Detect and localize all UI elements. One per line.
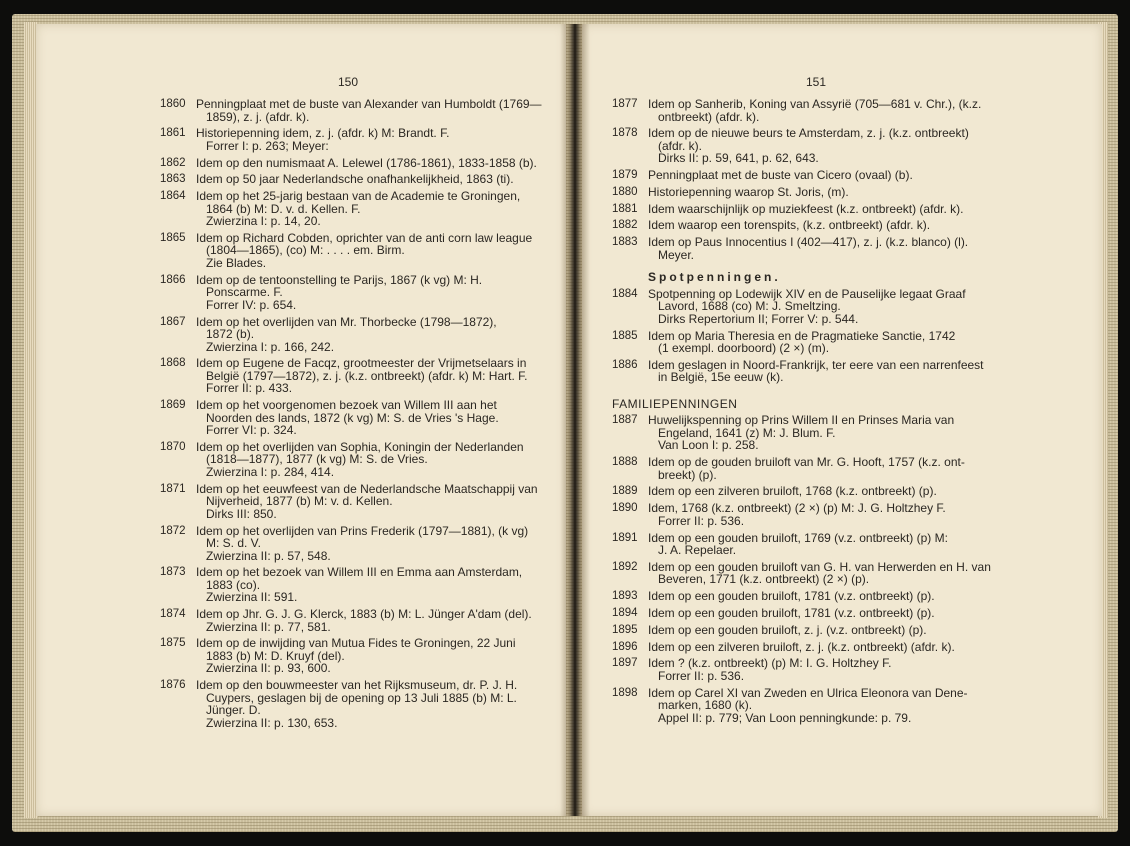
- entry-line: Engeland, 1641 (z) M: J. Blum. F.: [658, 425, 836, 440]
- entry-line: 1883 (b) M: D. Kruyf (del).: [206, 648, 345, 663]
- entry-number: 1869: [160, 399, 186, 412]
- entry-line: Forrer II: p. 536.: [658, 513, 745, 528]
- catalog-entry: [612, 687, 1016, 725]
- catalog-entry: [612, 330, 1016, 355]
- entry-line: Idem op het 25-jarig bestaan van de Academie te Groningen,: [196, 189, 521, 204]
- entry-number: 1898: [612, 686, 638, 699]
- catalog-entry: [160, 608, 540, 633]
- right-entries-group-b: [612, 288, 1016, 384]
- entry-line: Idem op een gouden bruiloft, 1781 (v.z. ontbreekt) (p).: [648, 605, 935, 620]
- entry-line: Idem op Sanherib, Koning van Assyrië (705—681 v. Chr.), (k.z.: [648, 97, 982, 111]
- catalog-entry: [160, 157, 540, 170]
- catalog-entry: [612, 532, 1016, 557]
- entry-line: Forrer II: p. 433.: [206, 381, 293, 396]
- entry-line: Zwierzina I: p. 14, 20.: [206, 214, 321, 229]
- catalog-entry: [612, 590, 1016, 603]
- entry-line: Idem ? (k.z. ontbreekt) (p) M: I. G. Holtzhey F.: [648, 656, 892, 671]
- entry-number: 1863: [160, 173, 186, 186]
- entry-line: Idem op de nieuwe beurs te Amsterdam, z. j. (k.z. ontbreekt): [648, 126, 969, 141]
- entry-number: 1885: [612, 329, 638, 342]
- catalog-entry: [612, 288, 1016, 326]
- entry-line: M: S. d. V.: [206, 536, 261, 551]
- entry-line: Zwierzina I: p. 166, 242.: [206, 339, 335, 354]
- entry-line: Idem op een zilveren bruiloft, 1768 (k.z. ontbreekt) (p).: [648, 484, 937, 499]
- entry-line: Idem op een gouden bruiloft van G. H. van Herwerden en H. van: [648, 559, 991, 574]
- catalog-entry: [160, 127, 540, 152]
- entry-line: 1864 (b) M: D. v. d. Kellen. F.: [206, 201, 361, 216]
- entry-number: 1868: [160, 357, 186, 370]
- entry-line: Dirks Repertorium II; Forrer V: p. 544.: [658, 311, 859, 326]
- right-entries-group-c: [612, 414, 1016, 724]
- entry-number: 1895: [612, 623, 638, 636]
- entry-line: Zwierzina I: p. 284, 414.: [206, 464, 335, 479]
- entry-line: Idem op den numismaat A. Lelewel (1786-1861), 1833-1858 (b).: [196, 155, 537, 170]
- entry-line: Idem, 1768 (k.z. ontbreekt) (2 ×) (p) M: J. G. Holtzhey F.: [648, 501, 946, 516]
- entry-line: Zwierzina II: p. 130, 653.: [206, 715, 338, 730]
- entry-number: 1880: [612, 185, 638, 198]
- entry-number: 1878: [612, 127, 638, 140]
- entry-number: 1874: [160, 608, 186, 621]
- entry-line: Idem geslagen in Noord-Frankrijk, ter eere van een narrenfeest: [648, 357, 984, 372]
- catalog-entry: [612, 502, 1016, 527]
- entry-number: 1864: [160, 190, 186, 203]
- entry-line: Idem op Richard Cobden, oprichter van de anti corn law league: [196, 230, 533, 245]
- entry-number: 1879: [612, 169, 638, 182]
- entry-line: Idem op Carel XI van Zweden en Ulrica Eleonora van Dene-: [648, 685, 968, 700]
- entry-number: 1892: [612, 560, 638, 573]
- right-entries-group-a: [612, 98, 1016, 261]
- entry-line: Ponscarme. F.: [206, 285, 283, 300]
- catalog-entry: [612, 169, 1016, 182]
- catalog-entry: [160, 679, 540, 729]
- catalog-entry: [160, 173, 540, 186]
- entry-line: Meyer.: [658, 247, 695, 262]
- entry-number: 1876: [160, 679, 186, 692]
- entry-number: 1888: [612, 456, 638, 469]
- catalog-entry: [612, 485, 1016, 498]
- entry-number: 1861: [160, 127, 186, 140]
- entry-number: 1889: [612, 485, 638, 498]
- catalog-entry: [612, 561, 1016, 586]
- entry-line: marken, 1680 (k).: [658, 698, 753, 713]
- entry-line: Idem op het eeuwfeest van de Nederlandsche Maatschappij van: [196, 481, 538, 496]
- entry-line: Noorden des lands, 1872 (k vg) M: S. de Vries 's Hage.: [206, 410, 499, 425]
- entry-line: Idem op een zilveren bruiloft, z. j. (k.z. ontbreekt) (afdr. k).: [648, 639, 955, 654]
- entry-line: Spotpenning op Lodewijk XIV en de Pauselijke legaat Graaf: [648, 286, 966, 301]
- entry-line: Beveren, 1771 (k.z. ontbreekt) (2 ×) (p).: [658, 572, 870, 587]
- entry-line: 1859), z. j. (afdr. k).: [206, 109, 310, 124]
- entry-number: 1873: [160, 566, 186, 579]
- catalog-entry: [612, 236, 1016, 261]
- entry-number: 1893: [612, 590, 638, 603]
- entry-line: Idem op Paus Innocentius I (402—417), z. j. (k.z. blanco) (l).: [648, 235, 969, 250]
- entry-number: 1881: [612, 202, 638, 215]
- entry-number: 1865: [160, 231, 186, 244]
- catalog-entry: [160, 98, 540, 123]
- entry-line: Idem waarschijnlijk op muziekfeest (k.z. ontbreekt) (afdr. k).: [648, 201, 964, 216]
- entry-line: Zwierzina II: p. 77, 581.: [206, 619, 331, 634]
- entry-line: Historiepenning waarop St. Joris, (m).: [648, 184, 849, 199]
- entry-number: 1891: [612, 531, 638, 544]
- entry-line: Zwierzina II: p. 57, 548.: [206, 548, 331, 563]
- entry-number: 1886: [612, 358, 638, 371]
- entry-line: Dirks III: 850.: [206, 506, 277, 521]
- section-heading-familiepenningen: FAMILIEPENNINGEN: [612, 396, 738, 411]
- entry-line: 1883 (co).: [206, 577, 261, 592]
- catalog-entry: [612, 359, 1016, 384]
- entry-number: 1884: [612, 287, 638, 300]
- catalog-entry: [160, 525, 540, 563]
- catalog-entry: [612, 657, 1016, 682]
- entry-line: in België, 15e eeuw (k).: [658, 370, 784, 385]
- entry-line: Zie Blades.: [206, 255, 267, 270]
- left-page: [36, 24, 566, 816]
- entry-line: Jünger. D.: [206, 703, 261, 718]
- entry-line: Idem op het bezoek van Willem III en Emma aan Amsterdam,: [196, 565, 523, 580]
- catalog-entry: [160, 274, 540, 312]
- entry-line: Forrer VI: p. 324.: [206, 423, 297, 438]
- entry-number: 1882: [612, 219, 638, 232]
- entry-number: 1890: [612, 502, 638, 515]
- catalog-entry: [160, 566, 540, 604]
- entry-line: breekt) (p).: [658, 467, 717, 482]
- entry-number: 1883: [612, 236, 638, 249]
- entry-line: Idem op Eugene de Facqz, grootmeester der Vrijmetselaars in: [196, 356, 527, 371]
- entry-line: Van Loon I: p. 258.: [658, 438, 759, 453]
- entry-line: J. A. Repelaer.: [658, 543, 737, 558]
- page-number-right: 151: [806, 75, 827, 89]
- entry-line: (1 exempl. doorboord) (2 ×) (m).: [658, 341, 830, 356]
- entry-line: Zwierzina II: p. 93, 600.: [206, 661, 331, 676]
- catalog-entry: [612, 127, 1016, 165]
- entry-line: Idem op Maria Theresia en de Pragmatieke Sanctie, 1742: [648, 328, 956, 343]
- entry-line: Idem op 50 jaar Nederlandsche onafhankelijkheid, 1863 (ti).: [196, 172, 514, 187]
- entry-line: Zwierzina II: 591.: [206, 590, 298, 605]
- entry-line: Idem op het voorgenomen bezoek van Willem III aan het: [196, 398, 497, 413]
- entry-number: 1872: [160, 524, 186, 537]
- entry-line: Idem waarop een torenspits, (k.z. ontbreekt) (afdr. k).: [648, 218, 931, 233]
- entry-line: 1872 (b).: [206, 327, 255, 342]
- catalog-entry: [612, 456, 1016, 481]
- entry-line: Idem op het overlijden van Prins Frederik (1797—1881), (k vg): [196, 523, 529, 538]
- entry-line: Idem op de inwijding van Mutua Fides te Groningen, 22 Juni: [196, 636, 516, 651]
- entry-line: Idem op een gouden bruiloft, z. j. (v.z. ontbreekt) (p).: [648, 622, 927, 637]
- entry-line: ontbreekt) (afdr. k).: [658, 109, 760, 124]
- entry-number: 1894: [612, 606, 638, 619]
- entry-number: 1877: [612, 98, 638, 110]
- catalog-entry: [160, 232, 540, 270]
- catalog-entry: [612, 186, 1016, 199]
- entry-line: (1818—1877), 1877 (k vg) M: S. de Vries.: [206, 452, 428, 467]
- catalog-entry: [160, 441, 540, 479]
- entry-line: België (1797—1872), z. j. (k.z. ontbreekt) (afdr. k) M: Hart. F.: [206, 368, 528, 383]
- left-entries: [160, 98, 540, 734]
- entry-line: (afdr. k).: [658, 138, 703, 153]
- entry-line: Appel II: p. 779; Van Loon penningkunde: p. 79.: [658, 710, 912, 725]
- catalog-entry: [612, 641, 1016, 654]
- catalog-entry: [160, 316, 540, 354]
- entry-line: Forrer II: p. 536.: [658, 668, 745, 683]
- catalog-entry: [612, 624, 1016, 637]
- entry-number: 1896: [612, 640, 638, 653]
- page-number-left: 150: [338, 75, 359, 89]
- entry-line: Idem op het overlijden van Sophia, Koningin der Nederlanden: [196, 439, 524, 454]
- entry-number: 1870: [160, 440, 186, 453]
- entry-line: Forrer IV: p. 654.: [206, 297, 297, 312]
- entry-number: 1860: [160, 98, 186, 110]
- catalog-entry: [160, 357, 540, 395]
- entry-line: Huwelijkspenning op Prins Willem II en Prinses Maria van: [648, 413, 955, 428]
- entry-line: (1804—1865), (co) M: . . . . em. Birm.: [206, 243, 405, 258]
- entry-line: Penningplaat met de buste van Alexander van Humboldt (1769—: [196, 97, 542, 111]
- catalog-entry: [612, 98, 1016, 123]
- entry-line: Idem op de tentoonstelling te Parijs, 1867 (k vg) M: H.: [196, 272, 483, 287]
- entry-line: Nijverheid, 1877 (b) M: v. d. Kellen.: [206, 494, 393, 509]
- catalog-entry: [160, 483, 540, 521]
- entry-number: 1897: [612, 657, 638, 670]
- entry-line: Idem op den bouwmeester van het Rijksmuseum, dr. P. J. H.: [196, 678, 518, 693]
- catalog-entry: [612, 414, 1016, 452]
- book-gutter: [560, 24, 590, 816]
- entry-line: Idem op Jhr. G. J. G. Klerck, 1883 (b) M: L. Jünger A'dam (del).: [196, 607, 532, 622]
- right-entries: [612, 98, 1016, 728]
- right-page: [582, 24, 1102, 816]
- entry-number: 1866: [160, 273, 186, 286]
- entry-line: Cuypers, geslagen bij de opening op 13 Juli 1885 (b) M: L.: [206, 690, 517, 705]
- catalog-entry: [160, 399, 540, 437]
- section-heading-spotpenningen: Spotpenningen.: [648, 270, 781, 285]
- entry-line: Historiepenning idem, z. j. (afdr. k) M: Brandt. F.: [196, 126, 450, 141]
- entry-line: Idem op de gouden bruiloft van Mr. G. Hooft, 1757 (k.z. ont-: [648, 455, 965, 470]
- entry-line: Lavord, 1688 (co) M: J. Smeltzing.: [658, 299, 841, 314]
- entry-line: Dirks II: p. 59, 641, p. 62, 643.: [658, 151, 819, 166]
- catalog-entry: [160, 637, 540, 675]
- entry-number: 1887: [612, 414, 638, 427]
- entry-line: Penningplaat met de buste van Cicero (ovaal) (b).: [648, 168, 913, 183]
- entry-line: Idem op het overlijden van Mr. Thorbecke (1798—1872),: [196, 314, 497, 329]
- entry-line: Idem op een gouden bruiloft, 1769 (v.z. ontbreekt) (p) M:: [648, 530, 948, 545]
- entry-number: 1862: [160, 156, 186, 169]
- entry-number: 1867: [160, 315, 186, 328]
- entry-line: Forrer I: p. 263; Meyer:: [206, 138, 329, 153]
- entry-line: Idem op een gouden bruiloft, 1781 (v.z. ontbreekt) (p).: [648, 589, 935, 604]
- catalog-entry: [612, 219, 1016, 232]
- catalog-entry: [612, 203, 1016, 216]
- entry-number: 1871: [160, 482, 186, 495]
- catalog-entry: [612, 607, 1016, 620]
- entry-number: 1875: [160, 637, 186, 650]
- catalog-entry: [160, 190, 540, 228]
